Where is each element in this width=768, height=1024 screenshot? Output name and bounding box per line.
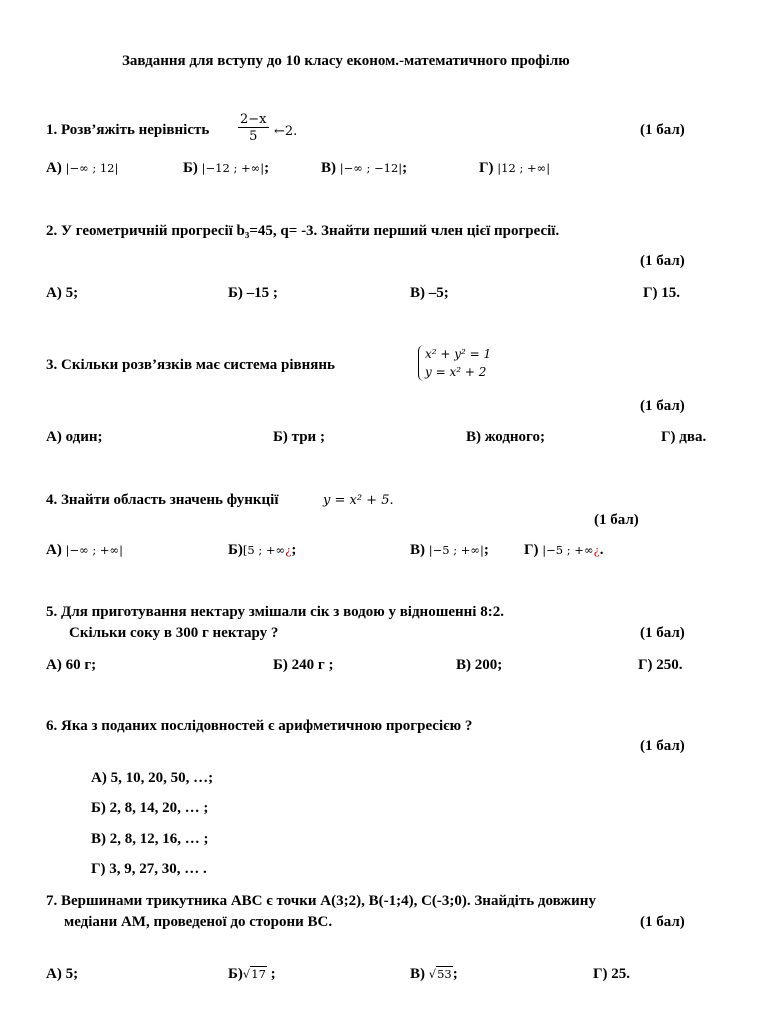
q2-option-c[interactable]: В) –5; [410,285,449,301]
question-3-text: 3. Скільки розв’язків має система рівнянь [46,357,335,373]
fraction-denominator: 5 [249,129,258,144]
q2-option-d[interactable]: Г) 15. [643,285,681,301]
q2-option-b[interactable]: Б) –15 ; [228,285,278,301]
question-7-points: (1 бал) [640,914,685,930]
question-1-tail: ←2. [274,124,298,139]
q1-option-a[interactable]: А) |−∞ ; 12| [46,160,119,176]
question-2-points: (1 бал) [640,253,685,269]
equation-2: y = x² + 2 [425,365,487,379]
q7-option-c[interactable]: В) √53; [410,966,458,982]
question-4-function: y = x² + 5. [323,493,394,508]
q6-option-d[interactable]: Г) 3, 9, 27, 30, … . [91,861,207,877]
q1-option-d[interactable]: Г) |12 ; +∞| [479,160,551,176]
question-5-line-1: 5. Для приготування нектару змішали сік з водою у відношенні 8:2. [46,604,504,620]
q3-option-d[interactable]: Г) два. [661,429,707,445]
sqrt-symbol: √17 [242,967,266,981]
q6-option-a[interactable]: А) 5, 10, 20, 50, …; [91,770,214,786]
q5-option-b[interactable]: Б) 240 г ; [273,657,334,673]
q4-option-d[interactable]: Г) |−5 ; +∞¿. [524,542,604,558]
q5-option-d[interactable]: Г) 250. [638,657,683,673]
equation-system [418,345,491,381]
question-6-text: 6. Яка з поданих послідовностей є арифметичною прогресією ? [46,718,473,734]
question-7-line-1: 7. Вершинами трикутника АВС є точки А(3;2), В(-1;4), С(-3;0). Знайдіть довжину [46,893,596,909]
q5-option-c[interactable]: В) 200; [456,657,503,673]
question-1-points: (1 бал) [640,122,685,138]
question-5-points: (1 бал) [640,625,685,641]
q3-option-c[interactable]: В) жодного; [466,429,545,445]
q6-option-c[interactable]: В) 2, 8, 12, 16, … ; [91,831,209,847]
question-4-text: 4. Знайти область значень функції [46,492,279,508]
q1-option-b[interactable]: Б) |−12 ; +∞|; [183,160,270,176]
q7-option-b[interactable]: Б)√17 ; [228,966,276,982]
question-5-line-2: Скільки соку в 300 г нектару ? [69,625,279,641]
question-1-text: 1. Розв’яжіть нерівність [46,122,210,138]
equation-1: x² + y² = 1 [425,347,492,361]
q2-option-a[interactable]: А) 5; [46,285,79,301]
q4-option-a[interactable]: А) |−∞ ; +∞| [46,542,123,558]
fraction-numerator: 2−x [240,112,267,127]
question-4-points: (1 бал) [594,512,639,528]
q7-option-d[interactable]: Г) 25. [593,966,631,982]
question-2-text: 2. У геометричній прогресії b₃=45, q= -3. Знайти перший член цієї прогресії. [46,223,560,239]
q6-option-b[interactable]: Б) 2, 8, 14, 20, … ; [91,800,209,816]
q5-option-a[interactable]: А) 60 г; [46,657,97,673]
sqrt-symbol: √53 [428,967,452,981]
q4-option-b[interactable]: Б)[5 ; +∞¿; [228,542,297,558]
question-1-fraction [238,113,269,143]
question-3-points: (1 бал) [640,398,685,414]
q1-option-c[interactable]: В) |−∞ ; −12|; [321,160,408,176]
question-7-line-2: медіани АМ, проведеної до сторони ВС. [64,914,333,930]
question-6-points: (1 бал) [640,738,685,754]
page-title: Завдання для вступу до 10 класу економ.-математичного профілю [122,53,570,69]
q7-option-a[interactable]: А) 5; [46,966,79,982]
q3-option-b[interactable]: Б) три ; [273,429,325,445]
q4-option-c[interactable]: В) |−5 ; +∞|; [410,542,489,558]
q3-option-a[interactable]: А) один; [46,429,103,445]
